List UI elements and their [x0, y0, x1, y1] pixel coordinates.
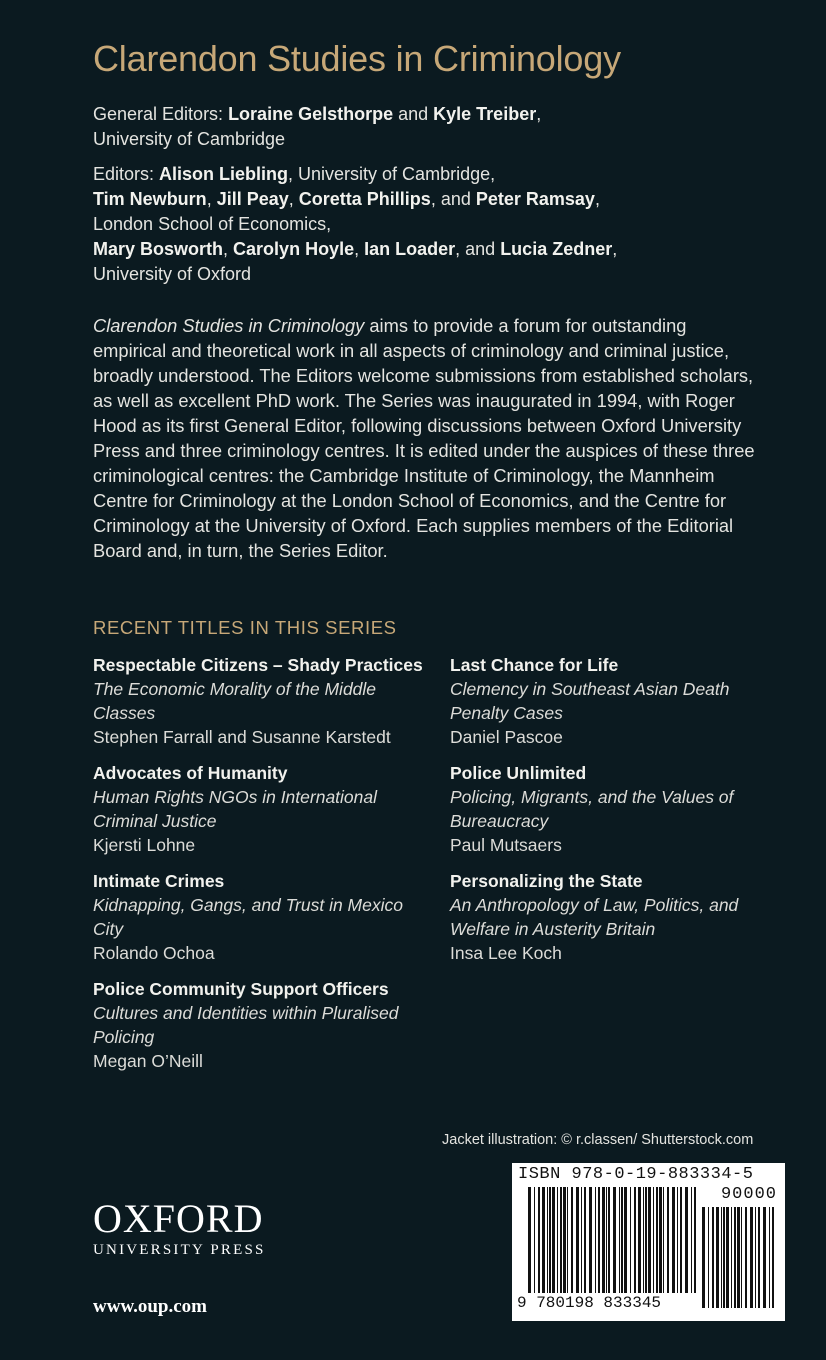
price-barcode-bar: [723, 1207, 725, 1308]
price-barcode-bar: [721, 1207, 722, 1308]
barcode-bar: [595, 1187, 596, 1293]
barcode-bar: [557, 1187, 558, 1293]
book-subtitle: Clemency in Southeast Asian Death Penalty Cases: [450, 679, 730, 723]
barcode-bar: [667, 1187, 669, 1293]
editor-name: Alison Liebling: [159, 164, 289, 184]
barcode-bar: [653, 1187, 654, 1293]
publisher-press: UNIVERSITY PRESS: [93, 1242, 266, 1258]
barcode-bar: [630, 1187, 631, 1293]
barcode-bar: [571, 1187, 573, 1293]
description-body: aims to provide a forum for outstanding empirical and theoretical work in all aspects of criminology and criminal justice, broadly understood. The Editors welcome submissions from established scholars, as well as excellent PhD work. The Series was inaugurated in 1994, with Roger Hood as its first General Editor, following discussions between Oxford University Press and three criminology centres. It is edited under the auspices of these three criminological centres: the Cambridge Institute of Criminology, the Mannheim Centre for Criminology at the London School of Economics, and the Centre for Criminology at the University of Oxford. Each supplies members of the Editorial Board and, in turn, the Series Editor.: [93, 315, 755, 561]
barcode-bar: [576, 1187, 579, 1293]
barcode-bar: [528, 1187, 531, 1293]
barcode-bar: [549, 1187, 551, 1293]
recent-titles-right-column: [450, 653, 780, 977]
editors-block: [93, 102, 773, 297]
isbn-label: ISBN 978-0-19-883334-5: [518, 1165, 754, 1184]
barcode-bar: [589, 1187, 592, 1293]
book-author: Megan O’Neill: [93, 1051, 203, 1071]
barcode-bar: [663, 1187, 664, 1293]
price-barcode-bar: [758, 1207, 760, 1308]
barcode-bar: [581, 1187, 582, 1293]
recent-titles-left-column: [93, 653, 423, 1085]
editor-name: Coretta Phillips: [298, 189, 431, 209]
barcode-bar: [643, 1187, 644, 1293]
general-editors-affiliation: University of Cambridge: [93, 129, 286, 149]
price-barcode-bar: [708, 1207, 709, 1308]
general-editors: General Editors: Loraine Gelsthorpe and Kyle Treiber, University of Cambridge: [93, 104, 542, 149]
book-title: Advocates of Humanity: [93, 763, 288, 783]
general-editor-name: Kyle Treiber: [433, 104, 537, 124]
book-subtitle: Policing, Migrants, and the Values of Bureaucracy: [450, 787, 734, 831]
book-subtitle: The Economic Morality of the Middle Classes: [93, 679, 377, 723]
book-author: Rolando Ochoa: [93, 943, 215, 963]
editor-name: Lucia Zedner: [500, 239, 613, 259]
price-barcode-bar: [750, 1207, 753, 1308]
barcode-bar: [598, 1187, 600, 1293]
barcode-bar: [542, 1187, 545, 1293]
barcode-bar: [547, 1187, 548, 1293]
barcode-bar: [560, 1187, 562, 1293]
price-barcode-bar: [763, 1207, 766, 1308]
barcode-bar: [534, 1187, 535, 1293]
book-title: Personalizing the State: [450, 871, 643, 891]
barcode-bar: [552, 1187, 555, 1293]
book-entry: [450, 653, 780, 749]
publisher-website[interactable]: www.oup.com: [93, 1296, 208, 1317]
series-name-italic: Clarendon Studies in Criminology: [93, 315, 365, 336]
series-description: [93, 313, 758, 563]
barcode-bar: [685, 1187, 688, 1293]
book-author: Paul Mutsaers: [450, 835, 562, 855]
price-barcode-bar: [772, 1207, 774, 1308]
book-author: Stephen Farrall and Susanne Karstedt: [93, 727, 391, 747]
price-barcode-bar: [745, 1207, 747, 1308]
jacket-credit: Jacket illustration: © r.classen/ Shutterstock.com: [442, 1132, 754, 1148]
barcode-bar: [680, 1187, 682, 1293]
barcode-bar: [538, 1187, 540, 1293]
book-author: Insa Lee Koch: [450, 943, 562, 963]
publisher-name: OXFORD: [93, 1196, 264, 1241]
price-barcode-bar: [737, 1207, 740, 1308]
general-editor-name: Loraine Gelsthorpe: [228, 104, 394, 124]
book-author: Kjersti Lohne: [93, 835, 196, 855]
barcode-bar: [648, 1187, 651, 1293]
barcode-digits: 9 780198 833345: [517, 1294, 662, 1312]
book-title: Police Community Support Officers: [93, 979, 389, 999]
editor-name: Tim Newburn: [93, 189, 207, 209]
price-barcode-bar: [716, 1207, 719, 1308]
book-title: Respectable Citizens – Shady Practices: [93, 655, 423, 675]
book-subtitle: Kidnapping, Gangs, and Trust in Mexico City: [93, 895, 403, 939]
editors-affiliation: University of Oxford: [93, 264, 252, 284]
price-barcode-bar: [755, 1207, 756, 1308]
book-title: Police Unlimited: [450, 763, 587, 783]
barcode-bar: [694, 1187, 696, 1293]
barcode-bar: [677, 1187, 678, 1293]
barcode-bar: [634, 1187, 636, 1293]
editor-name: Jill Peay: [216, 189, 289, 209]
book-entry: [450, 761, 780, 857]
price-barcode-bar: [702, 1207, 705, 1308]
editor-name: Carolyn Hoyle: [233, 239, 355, 259]
barcode-bar: [613, 1187, 616, 1293]
barcode-bar: [638, 1187, 641, 1293]
barcode-bar: [656, 1187, 658, 1293]
book-subtitle: An Anthropology of Law, Politics, and Welfare in Austerity Britain: [450, 895, 739, 939]
editor-name: Mary Bosworth: [93, 239, 224, 259]
barcode-bar: [621, 1187, 623, 1293]
barcode-bar: [645, 1187, 647, 1293]
book-author: Daniel Pascoe: [450, 727, 563, 747]
barcode-box: [512, 1163, 785, 1321]
barcode-bar: [584, 1187, 586, 1293]
price-barcode-bar: [741, 1207, 742, 1308]
barcode-bar: [619, 1187, 620, 1293]
price-barcode-bar: [726, 1207, 729, 1308]
barcode-bar: [659, 1187, 662, 1293]
book-entry: [93, 869, 423, 965]
series-title: Clarendon Studies in Criminology: [93, 38, 621, 79]
barcode-bar: [602, 1187, 605, 1293]
price-barcode-bar: [734, 1207, 736, 1308]
book-entry: [93, 977, 423, 1073]
price-barcode-bar: [731, 1207, 732, 1308]
editors-affiliation: London School of Economics,: [93, 214, 332, 234]
barcode-bar: [608, 1187, 610, 1293]
book-subtitle: Human Rights NGOs in International Criminal Justice: [93, 787, 378, 831]
barcode-bar: [606, 1187, 607, 1293]
price-barcode-bar: [769, 1207, 770, 1308]
barcode-bar: [672, 1187, 675, 1293]
publisher-logo: [93, 1198, 266, 1259]
book-entry: [93, 761, 423, 857]
editor-name: Ian Loader: [364, 239, 456, 259]
book-entry: [93, 653, 423, 749]
barcode-bar: [624, 1187, 627, 1293]
price-code: 90000: [720, 1185, 777, 1204]
barcode-bar: [691, 1187, 692, 1293]
editor-name: Peter Ramsay: [475, 189, 595, 209]
price-barcode-bar: [712, 1207, 714, 1308]
book-title: Last Chance for Life: [450, 655, 619, 675]
barcode-bar: [567, 1187, 568, 1293]
book-subtitle: Cultures and Identities within Pluralised Policing: [93, 1003, 399, 1047]
editors: Editors: Alison Liebling, University of Cambridge, Tim Newburn, Jill Peay, Coretta Phillips, and Peter Ramsay, London School of Economics, Mary Bosworth, Carolyn Hoyle, Ian Loader, and Lucia Zedner, University of Oxford: [93, 164, 618, 284]
book-entry: [450, 869, 780, 965]
recent-titles-heading: RECENT TITLES IN THIS SERIES: [93, 617, 397, 638]
barcode-bar: [563, 1187, 566, 1293]
book-title: Intimate Crimes: [93, 871, 225, 891]
